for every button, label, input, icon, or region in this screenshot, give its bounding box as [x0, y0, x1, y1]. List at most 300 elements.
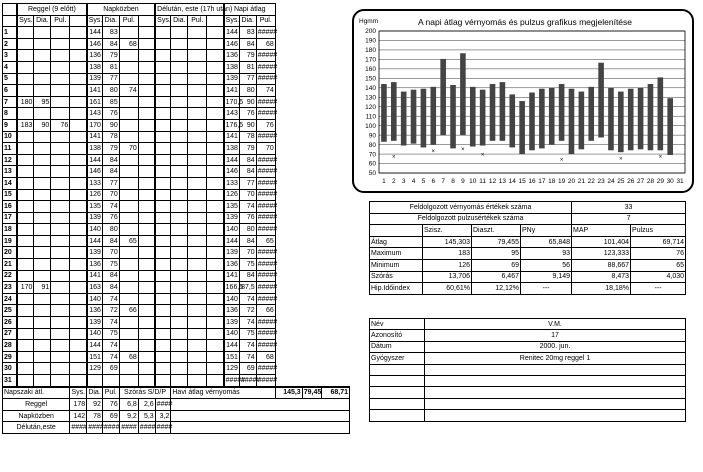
value-cell[interactable]: [171, 131, 188, 143]
bp-bar[interactable]: [391, 82, 397, 141]
bp-count-value[interactable]: 33: [572, 202, 686, 214]
value-cell[interactable]: 138: [87, 61, 103, 73]
value-cell[interactable]: #####: [256, 270, 275, 282]
stats-value[interactable]: 69: [472, 259, 521, 271]
value-cell[interactable]: 77: [239, 73, 256, 85]
value-cell[interactable]: #####: [256, 177, 275, 189]
value-cell[interactable]: [34, 38, 51, 50]
value-cell[interactable]: [188, 189, 207, 201]
value-cell[interactable]: [155, 282, 171, 294]
value-cell[interactable]: 74: [239, 201, 256, 213]
value-cell[interactable]: 79: [239, 50, 256, 62]
value-cell[interactable]: [17, 375, 34, 387]
value-cell[interactable]: 141: [224, 85, 240, 97]
value-cell[interactable]: 72: [102, 305, 119, 317]
value-cell[interactable]: 68: [256, 38, 275, 50]
value-cell[interactable]: 75: [239, 259, 256, 271]
value-cell[interactable]: 136: [87, 50, 103, 62]
stats-value[interactable]: 69,714: [631, 236, 686, 248]
value-cell[interactable]: [17, 177, 34, 189]
info-value[interactable]: Renitec 20mg reggel 1: [425, 353, 686, 364]
stats-value[interactable]: ---: [521, 283, 572, 295]
value-cell[interactable]: [119, 259, 138, 271]
value-cell[interactable]: [155, 38, 171, 50]
value-cell[interactable]: [171, 351, 188, 363]
value-cell[interactable]: [34, 247, 51, 259]
value-cell[interactable]: 91: [34, 282, 51, 294]
value-cell[interactable]: [51, 73, 70, 85]
info-value[interactable]: 17: [425, 330, 686, 341]
bp-bar[interactable]: [628, 89, 634, 151]
value-cell[interactable]: 129: [87, 363, 103, 375]
value-cell[interactable]: 70: [239, 247, 256, 259]
value-cell[interactable]: [188, 131, 207, 143]
value-cell[interactable]: 70: [239, 189, 256, 201]
bp-bar[interactable]: [559, 84, 565, 141]
value-cell[interactable]: [188, 351, 207, 363]
value-cell[interactable]: 141: [224, 131, 240, 143]
value-cell[interactable]: [51, 143, 70, 155]
value-cell[interactable]: 74: [239, 317, 256, 329]
value-cell[interactable]: [171, 154, 188, 166]
value-cell[interactable]: 141: [224, 270, 240, 282]
stats-value[interactable]: 6,467: [472, 271, 521, 283]
value-cell[interactable]: 141: [87, 131, 103, 143]
value-cell[interactable]: [17, 247, 34, 259]
value-cell[interactable]: [171, 27, 188, 39]
value-cell[interactable]: 144: [224, 154, 240, 166]
value-cell[interactable]: [17, 50, 34, 62]
value-cell[interactable]: [34, 328, 51, 340]
value-cell[interactable]: [188, 212, 207, 224]
value-cell[interactable]: [171, 61, 188, 73]
value-cell[interactable]: [34, 143, 51, 155]
value-cell[interactable]: [119, 154, 138, 166]
value-cell[interactable]: 139: [87, 212, 103, 224]
value-cell[interactable]: 144: [224, 235, 240, 247]
value-cell[interactable]: [171, 108, 188, 120]
value-cell[interactable]: [17, 189, 34, 201]
bp-bar[interactable]: [401, 92, 407, 146]
summary-value[interactable]: 142: [70, 410, 87, 422]
value-cell[interactable]: #####: [256, 50, 275, 62]
value-cell[interactable]: 70: [256, 143, 275, 155]
value-cell[interactable]: [51, 317, 70, 329]
stats-value[interactable]: 56: [521, 259, 572, 271]
value-cell[interactable]: [119, 177, 138, 189]
value-cell[interactable]: [171, 375, 188, 387]
stats-value[interactable]: 88,667: [572, 259, 631, 271]
value-cell[interactable]: 136: [224, 305, 240, 317]
value-cell[interactable]: [34, 108, 51, 120]
value-cell[interactable]: [119, 375, 138, 387]
value-cell[interactable]: 74: [256, 85, 275, 97]
value-cell[interactable]: [51, 270, 70, 282]
value-cell[interactable]: 66: [119, 305, 138, 317]
bp-bar[interactable]: [460, 53, 466, 135]
value-cell[interactable]: 84: [102, 270, 119, 282]
value-cell[interactable]: 136: [87, 305, 103, 317]
value-cell[interactable]: [34, 259, 51, 271]
value-cell[interactable]: [155, 143, 171, 155]
value-cell[interactable]: [155, 27, 171, 39]
value-cell[interactable]: [34, 270, 51, 282]
value-cell[interactable]: [34, 131, 51, 143]
value-cell[interactable]: [119, 328, 138, 340]
value-cell[interactable]: 138: [224, 61, 240, 73]
bp-bar[interactable]: [569, 89, 575, 154]
value-cell[interactable]: #####: [239, 375, 256, 387]
value-cell[interactable]: 144: [224, 340, 240, 352]
value-cell[interactable]: 76: [239, 212, 256, 224]
value-cell[interactable]: #####: [256, 212, 275, 224]
value-cell[interactable]: [119, 108, 138, 120]
value-cell[interactable]: [188, 177, 207, 189]
stats-value[interactable]: 95: [472, 248, 521, 260]
value-cell[interactable]: [17, 235, 34, 247]
value-cell[interactable]: [188, 61, 207, 73]
value-cell[interactable]: 77: [239, 177, 256, 189]
value-cell[interactable]: 170: [17, 282, 34, 294]
szoras-value[interactable]: 2,6: [138, 399, 155, 411]
value-cell[interactable]: [17, 328, 34, 340]
value-cell[interactable]: [171, 38, 188, 50]
value-cell[interactable]: [34, 305, 51, 317]
value-cell[interactable]: [119, 212, 138, 224]
value-cell[interactable]: 126: [87, 189, 103, 201]
value-cell[interactable]: 74: [102, 351, 119, 363]
value-cell[interactable]: 84: [239, 235, 256, 247]
value-cell[interactable]: [155, 73, 171, 85]
value-cell[interactable]: 83: [102, 27, 119, 39]
value-cell[interactable]: [87, 375, 103, 387]
value-cell[interactable]: 70: [102, 189, 119, 201]
value-cell[interactable]: 87,5: [239, 282, 256, 294]
value-cell[interactable]: [119, 189, 138, 201]
bp-bar[interactable]: [411, 90, 417, 144]
value-cell[interactable]: [171, 305, 188, 317]
value-cell[interactable]: [171, 270, 188, 282]
stats-value[interactable]: 93: [521, 248, 572, 260]
value-cell[interactable]: [171, 235, 188, 247]
value-cell[interactable]: [171, 189, 188, 201]
value-cell[interactable]: 129: [224, 363, 240, 375]
value-cell[interactable]: #####: [256, 189, 275, 201]
value-cell[interactable]: [17, 154, 34, 166]
szoras-value[interactable]: ####: [119, 422, 138, 434]
value-cell[interactable]: [171, 328, 188, 340]
value-cell[interactable]: [155, 363, 171, 375]
value-cell[interactable]: 76: [51, 119, 70, 131]
value-cell[interactable]: [119, 363, 138, 375]
stats-value[interactable]: 76: [631, 248, 686, 260]
stats-value[interactable]: 4,030: [631, 271, 686, 283]
value-cell[interactable]: 170,5: [224, 96, 240, 108]
value-cell[interactable]: [17, 224, 34, 236]
stats-value[interactable]: 101,404: [572, 236, 631, 248]
value-cell[interactable]: #####: [256, 293, 275, 305]
value-cell[interactable]: [51, 282, 70, 294]
value-cell[interactable]: [51, 131, 70, 143]
value-cell[interactable]: [171, 224, 188, 236]
value-cell[interactable]: [51, 50, 70, 62]
value-cell[interactable]: [17, 38, 34, 50]
value-cell[interactable]: [155, 154, 171, 166]
summary-value[interactable]: 78: [87, 410, 103, 422]
value-cell[interactable]: [155, 224, 171, 236]
value-cell[interactable]: [188, 340, 207, 352]
value-cell[interactable]: [155, 201, 171, 213]
value-cell[interactable]: 140: [224, 224, 240, 236]
value-cell[interactable]: 161: [87, 96, 103, 108]
value-cell[interactable]: [119, 96, 138, 108]
value-cell[interactable]: [188, 224, 207, 236]
value-cell[interactable]: #####: [256, 340, 275, 352]
stats-value[interactable]: 9,149: [521, 271, 572, 283]
bp-bar[interactable]: [618, 92, 624, 153]
value-cell[interactable]: 84: [239, 270, 256, 282]
value-cell[interactable]: #####: [256, 131, 275, 143]
value-cell[interactable]: 139: [87, 317, 103, 329]
value-cell[interactable]: 143: [224, 108, 240, 120]
value-cell[interactable]: [17, 363, 34, 375]
value-cell[interactable]: [188, 166, 207, 178]
value-cell[interactable]: 180: [17, 96, 34, 108]
havi-value[interactable]: 79,45: [302, 387, 321, 399]
value-cell[interactable]: [51, 166, 70, 178]
value-cell[interactable]: 95: [34, 96, 51, 108]
value-cell[interactable]: [51, 96, 70, 108]
value-cell[interactable]: 74: [239, 293, 256, 305]
value-cell[interactable]: [34, 293, 51, 305]
value-cell[interactable]: #####: [256, 61, 275, 73]
value-cell[interactable]: [119, 131, 138, 143]
value-cell[interactable]: [17, 166, 34, 178]
value-cell[interactable]: 151: [87, 351, 103, 363]
szoras-value[interactable]: 5,3: [138, 410, 155, 422]
value-cell[interactable]: 79: [239, 143, 256, 155]
value-cell[interactable]: [17, 201, 34, 213]
value-cell[interactable]: [188, 305, 207, 317]
value-cell[interactable]: 144: [87, 235, 103, 247]
value-cell[interactable]: 139: [224, 247, 240, 259]
value-cell[interactable]: 81: [102, 61, 119, 73]
value-cell[interactable]: 90: [34, 119, 51, 131]
value-cell[interactable]: 74: [102, 293, 119, 305]
info-value[interactable]: [425, 398, 686, 409]
value-cell[interactable]: [51, 201, 70, 213]
value-cell[interactable]: [51, 61, 70, 73]
value-cell[interactable]: [17, 351, 34, 363]
value-cell[interactable]: [119, 73, 138, 85]
bp-bar[interactable]: [588, 87, 594, 141]
value-cell[interactable]: [171, 119, 188, 131]
value-cell[interactable]: [188, 270, 207, 282]
value-cell[interactable]: [155, 61, 171, 73]
value-cell[interactable]: #####: [256, 27, 275, 39]
value-cell[interactable]: 75: [239, 328, 256, 340]
value-cell[interactable]: 84: [102, 166, 119, 178]
value-cell[interactable]: [34, 73, 51, 85]
value-cell[interactable]: [171, 96, 188, 108]
value-cell[interactable]: [34, 351, 51, 363]
value-cell[interactable]: #####: [256, 282, 275, 294]
value-cell[interactable]: [171, 85, 188, 97]
value-cell[interactable]: [34, 177, 51, 189]
info-value[interactable]: [425, 375, 686, 386]
value-cell[interactable]: [171, 317, 188, 329]
stats-value[interactable]: 65: [631, 259, 686, 271]
value-cell[interactable]: [119, 201, 138, 213]
value-cell[interactable]: 65: [119, 235, 138, 247]
value-cell[interactable]: 72: [239, 305, 256, 317]
value-cell[interactable]: [102, 375, 119, 387]
value-cell[interactable]: [188, 235, 207, 247]
value-cell[interactable]: [51, 189, 70, 201]
value-cell[interactable]: [171, 282, 188, 294]
value-cell[interactable]: [34, 224, 51, 236]
stats-value[interactable]: 13,706: [423, 271, 472, 283]
value-cell[interactable]: [171, 166, 188, 178]
value-cell[interactable]: [188, 154, 207, 166]
value-cell[interactable]: [171, 177, 188, 189]
value-cell[interactable]: #####: [256, 108, 275, 120]
value-cell[interactable]: 126: [224, 189, 240, 201]
value-cell[interactable]: 84: [102, 235, 119, 247]
value-cell[interactable]: [171, 247, 188, 259]
value-cell[interactable]: 138: [224, 143, 240, 155]
value-cell[interactable]: [51, 363, 70, 375]
value-cell[interactable]: [171, 50, 188, 62]
value-cell[interactable]: 133: [87, 177, 103, 189]
bp-bar[interactable]: [450, 85, 456, 148]
value-cell[interactable]: [34, 363, 51, 375]
value-cell[interactable]: 74: [102, 201, 119, 213]
value-cell[interactable]: [17, 61, 34, 73]
bp-bar[interactable]: [421, 89, 427, 148]
value-cell[interactable]: [34, 375, 51, 387]
value-cell[interactable]: [188, 317, 207, 329]
bp-bar[interactable]: [658, 77, 664, 150]
bp-bar[interactable]: [529, 93, 535, 151]
value-cell[interactable]: [155, 235, 171, 247]
value-cell[interactable]: [119, 317, 138, 329]
value-cell[interactable]: #####: [256, 224, 275, 236]
value-cell[interactable]: 143: [87, 108, 103, 120]
value-cell[interactable]: [34, 50, 51, 62]
value-cell[interactable]: #####: [256, 96, 275, 108]
bp-bar[interactable]: [500, 82, 506, 141]
value-cell[interactable]: [155, 119, 171, 131]
value-cell[interactable]: 74: [119, 85, 138, 97]
value-cell[interactable]: 79: [102, 50, 119, 62]
value-cell[interactable]: [17, 27, 34, 39]
bp-bar[interactable]: [598, 63, 604, 138]
value-cell[interactable]: [155, 351, 171, 363]
value-cell[interactable]: [155, 131, 171, 143]
value-cell[interactable]: [119, 50, 138, 62]
bp-bar[interactable]: [667, 98, 673, 155]
value-cell[interactable]: [188, 108, 207, 120]
value-cell[interactable]: 144: [87, 340, 103, 352]
stats-value[interactable]: 8,473: [572, 271, 631, 283]
value-cell[interactable]: [51, 212, 70, 224]
value-cell[interactable]: 139: [87, 73, 103, 85]
info-value[interactable]: V.M.: [425, 319, 686, 330]
bp-bar[interactable]: [648, 84, 654, 150]
szoras-value[interactable]: ####: [155, 399, 171, 411]
stats-value[interactable]: ---: [631, 283, 686, 295]
value-cell[interactable]: 138: [87, 143, 103, 155]
value-cell[interactable]: 133: [224, 177, 240, 189]
value-cell[interactable]: [119, 224, 138, 236]
summary-value[interactable]: 76: [102, 399, 119, 411]
value-cell[interactable]: [51, 154, 70, 166]
value-cell[interactable]: [51, 85, 70, 97]
value-cell[interactable]: 140: [87, 328, 103, 340]
stats-value[interactable]: 18,18%: [572, 283, 631, 295]
stats-value[interactable]: 183: [423, 248, 472, 260]
value-cell[interactable]: 76: [102, 108, 119, 120]
stats-value[interactable]: 123,333: [572, 248, 631, 260]
value-cell[interactable]: [155, 96, 171, 108]
szoras-value[interactable]: ####: [155, 422, 171, 434]
value-cell[interactable]: 139: [224, 317, 240, 329]
value-cell[interactable]: 85: [102, 96, 119, 108]
value-cell[interactable]: [17, 212, 34, 224]
value-cell[interactable]: [171, 143, 188, 155]
bp-bar[interactable]: [490, 84, 496, 141]
value-cell[interactable]: 141: [87, 85, 103, 97]
value-cell[interactable]: 139: [224, 73, 240, 85]
value-cell[interactable]: 90: [239, 119, 256, 131]
value-cell[interactable]: [119, 27, 138, 39]
value-cell[interactable]: 76: [102, 212, 119, 224]
value-cell[interactable]: 136: [87, 259, 103, 271]
value-cell[interactable]: [155, 259, 171, 271]
value-cell[interactable]: #####: [256, 317, 275, 329]
value-cell[interactable]: 90: [239, 96, 256, 108]
value-cell[interactable]: 140: [224, 328, 240, 340]
value-cell[interactable]: [34, 235, 51, 247]
value-cell[interactable]: 135: [224, 201, 240, 213]
value-cell[interactable]: [188, 293, 207, 305]
value-cell[interactable]: 74: [102, 340, 119, 352]
value-cell[interactable]: [171, 340, 188, 352]
havi-value[interactable]: 145,3: [275, 387, 302, 399]
szoras-value[interactable]: 3,2: [155, 410, 171, 422]
value-cell[interactable]: 163: [87, 282, 103, 294]
info-value[interactable]: 2000. jun.: [425, 341, 686, 352]
value-cell[interactable]: 183: [17, 119, 34, 131]
value-cell[interactable]: 84: [102, 38, 119, 50]
value-cell[interactable]: 78: [239, 131, 256, 143]
value-cell[interactable]: 77: [102, 177, 119, 189]
value-cell[interactable]: 80: [239, 85, 256, 97]
value-cell[interactable]: #####: [256, 201, 275, 213]
value-cell[interactable]: [155, 50, 171, 62]
value-cell[interactable]: 146: [87, 38, 103, 50]
info-value[interactable]: [425, 387, 686, 398]
value-cell[interactable]: [51, 305, 70, 317]
value-cell[interactable]: 69: [239, 363, 256, 375]
value-cell[interactable]: [34, 154, 51, 166]
value-cell[interactable]: 69: [102, 363, 119, 375]
value-cell[interactable]: [17, 305, 34, 317]
bp-bar[interactable]: [608, 88, 614, 150]
value-cell[interactable]: 80: [239, 224, 256, 236]
value-cell[interactable]: [34, 340, 51, 352]
